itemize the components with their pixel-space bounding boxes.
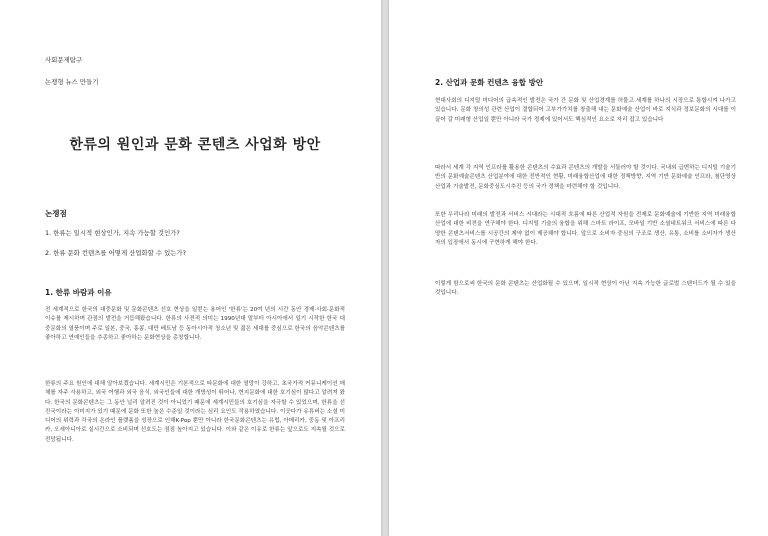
section-1-paragraph-2: 한류의 주요 원인에 대해 알아보겠습니다. 세계시민은 기본적으로 타문화에 대한 열망이 강하고, 초국가적 커뮤니케이션 매체를 자주 사용하고, 외국 여행과 외국 음식, 외국인들에 대한 개방성이 뛰어나, 현지문화에 대한 호기심이 많다고 알려져 왔다. 한국의 문화콘텐츠는 그 동안 널리 알려진 것이 아니었기 때문에 세계시민들의 호기심을 자극할 수 있었으며, 한류을 선진국이라는 이미지가 있기 때문에 문화 또한 높은 수준일 것이라는 심리 요인도 작용하였습니다. 이곳다가 유튜버는 소셜 미디어의 위력과 각국의 온라인 플랫폼을 성장으로 인해K-Pop 뿐만 아니라 한국문화콘텐츠는 유럽, 아메리카, 중동 및 아프리카, 오세아니아로 실시간으로 소비되며 선호도는 점점 높아지고 있습니다. 이와 같은 이유로 한류는 앞으로도 지속될 것으로 전망됩니다. [45, 381, 345, 443]
assignment-label: 논쟁형 뉴스 만들기 [45, 78, 99, 86]
question-2: 2. 한류 문화 컨텐츠를 어떻게 산업화할 수 있는가? [45, 249, 187, 257]
section-2-paragraph-2: 따라서 세계 각 지역 인프라를 활용한 콘텐츠의 수효과 콘텐츠의 개발을 서둘러야 할 것이다. 국내외 급변하는 디지털 기술기반의 문화예술콘텐츠 산업분야에 대한 전반적인 현황, 미래융합산업에 대한 정책방향, 지역 기반 문화예술 인프라, 첨단영상산업과 기술발전, 문화중심도시추진 등의 국가 정책을 마련해야 할 것입니다. [435, 165, 736, 190]
document-title: 한류의 원인과 문화 콘텐츠 사업화 방안 [69, 137, 321, 153]
section-2-heading: 2. 산업과 문화 컨텐츠 융합 방안 [435, 78, 544, 87]
document-page-1 [0, 0, 381, 536]
questions-heading: 논쟁점 [45, 209, 67, 218]
section-2-paragraph-1: 현대사회의 디지털 미디어의 급속적인 발전은 국가 간 문화 및 산업경계를 허물고 세계를 하나의 시장으로 통합시켜 나가고 있습니다. 문화 창의성 관련 산업이 결합되어 고부가가치를 창출해 내는 문화예술 산업이 바로 지식과 정보문화의 시대를 이끌어 갈 미래형 산업일 뿐만 아니라 국가 경제에 있어서도 핵심적인 요소로 자리 잡고 있습니다 [435, 98, 736, 123]
section-1-heading: 1. 한류 바람과 이유 [45, 288, 112, 297]
document-page-2 [389, 0, 768, 536]
section-2-paragraph-3: 또한 우리나라 미래의 발전과 서비스 시대라는 시대적 흐름에 따른 산업적 자원을 전제로 문화예술에 기반한 지역 미래융합산업에 대한 비전을 연구해야 한다. 디지털 기술의 융합을 위해 스마트 라이프, 모바일 기반 소셜네트워크 서비스에 따른 다양한 콘텐츠서비스를 시공간의 제약 없이 제공해야 합니다. 앞으로 소비자 중심의 구조로 생산, 유통, 소비를 소비자가 생산자의 입장에서 동시에 구현하게 해야 한다. [435, 212, 736, 246]
course-label: 사회문제탐구 [45, 56, 83, 64]
section-2-paragraph-4: 이렇게 함으로써 한국의 문화 콘텐츠는 산업화될 수 있으며, 일시적 현상이 아닌 지속 가능한 글로벌 스탠더드가 될 수 있을 것입니다. [435, 281, 736, 297]
question-1: 1. 한류는 일시적 현상인가, 지속 가능할 것인가? [45, 229, 180, 237]
section-1-paragraph-1: 전 세계적으로 한국의 대중문화 및 문화콘텐츠 선호 현상을 일컫는 용어인 '한류'는 20여 년의 시간 동안 경제·사회·문화적 이슈를 제시하며 관점의 발전을 거듭해왔습니다. 한류의 사전적 의미는 1990년대 말부터 아시아에서 일기 시작한 한국 대중문화의 열풍이며 주로 일본, 중국, 홍콩, 대만 베트남 등 동아시아적 청소년 및 젊은 세대를 중심으로 한국의 음악콘텐츠를 좋아하고 연예인들을 추종하고 좋아하는 문화현상을 총칭합니다. [45, 307, 345, 341]
